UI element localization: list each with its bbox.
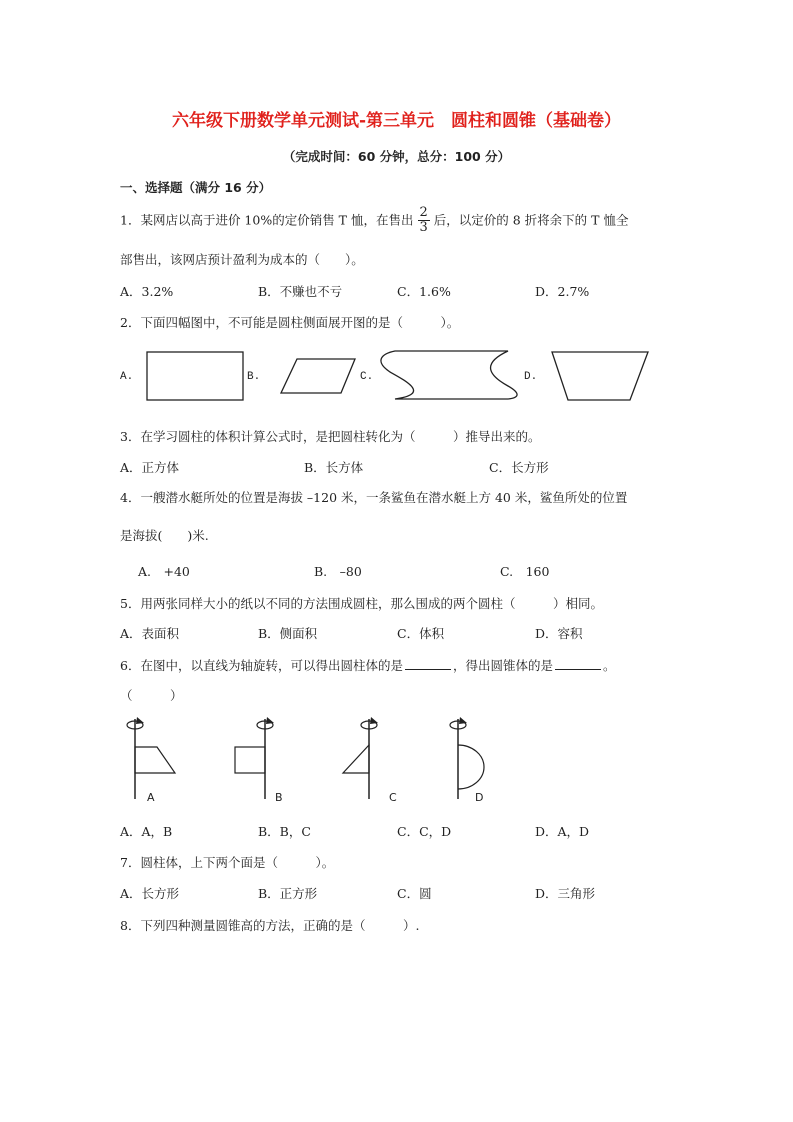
triangle-shape <box>343 745 369 773</box>
page-title: 六年级下册数学单元测试-第三单元 圆柱和圆锥（基础卷） <box>171 111 622 131</box>
answer-blank-1[interactable] <box>405 657 451 670</box>
q6-option-c[interactable]: C．C，D <box>397 824 452 839</box>
question-7: 7．圆柱体，上下两个面是（ ）。 <box>120 855 335 870</box>
trapezoid-shape <box>552 352 648 400</box>
q6-text-part2: ，得出圆锥体的是 <box>452 658 553 673</box>
q3-option-c[interactable]: C．长方形 <box>489 460 549 475</box>
question-3: 3．在学习圆柱的体积计算公式时，是把圆柱转化为（ ）推导出来的。 <box>120 429 541 444</box>
question-6-line-1 <box>120 656 616 674</box>
question-8: 8．下列四种测量圆锥高的方法，正确的是（ ）. <box>120 918 420 933</box>
q2-figures <box>140 346 660 406</box>
question-6-line-2: （ ） <box>120 688 183 703</box>
square-shape <box>235 747 265 773</box>
q4-option-b[interactable]: B. –80 <box>314 564 362 579</box>
question-1-line-2: 部售出，该网店预计盈利为成本的（ ）。 <box>120 252 364 267</box>
answer-blank-2[interactable] <box>555 657 601 670</box>
q1-option-b[interactable]: B．不赚也不亏 <box>258 284 343 299</box>
q1-option-c[interactable]: C．1.6% <box>397 284 451 299</box>
q4-option-c[interactable]: C. 160 <box>500 564 550 579</box>
q2-label-b: B. <box>247 371 261 383</box>
q7-option-c[interactable]: C．圆 <box>397 886 432 901</box>
semicircle-shape <box>458 745 484 789</box>
q1-option-d[interactable]: D．2.7% <box>535 284 590 299</box>
q3-option-b[interactable]: B．长方体 <box>304 460 364 475</box>
wavy-shape <box>381 351 517 399</box>
figure-label-d: D <box>475 791 484 804</box>
trapezoid-shape <box>135 747 175 773</box>
q2-label-d: D. <box>524 371 538 383</box>
question-2: 2．下面四幅图中，不可能是圆柱侧面展开图的是（ ）。 <box>120 315 460 330</box>
q6-text-part1: 6．在图中，以直线为轴旋转，可以得出圆柱体的是 <box>120 658 403 673</box>
figure-label-a: A <box>147 791 155 804</box>
question-4-line-2: 是海拔( )米. <box>120 528 209 543</box>
q4-option-a[interactable]: A. +40 <box>138 564 190 579</box>
figure-label-c: C <box>389 791 397 804</box>
section-heading: 一、选择题（满分 16 分） <box>120 180 272 195</box>
q1-text-part1: 1．某网店以高于进价 10%的定价销售 T 恤，在售出 <box>120 212 414 228</box>
q6-option-a[interactable]: A．A，B <box>120 824 173 839</box>
figure-b <box>235 717 283 804</box>
question-1-line-1 <box>120 206 628 236</box>
figure-d <box>450 717 484 804</box>
q6-text-part3: 。 <box>602 658 616 673</box>
page-subtitle: （完成时间：60 分钟，总分：100 分） <box>282 149 511 164</box>
q1-option-a[interactable]: A．3.2% <box>120 284 174 299</box>
q5-option-b[interactable]: B．侧面积 <box>258 626 318 641</box>
fraction <box>418 206 430 236</box>
rectangle-shape <box>147 352 243 400</box>
q7-option-b[interactable]: B．正方形 <box>258 886 318 901</box>
q6-rotation-figures <box>115 715 505 810</box>
q5-option-d[interactable]: D．容积 <box>535 626 583 641</box>
q7-option-d[interactable]: D．三角形 <box>535 886 596 901</box>
q7-option-a[interactable]: A．长方形 <box>120 886 180 901</box>
fraction-denominator: 3 <box>419 220 428 236</box>
figure-a <box>127 717 175 804</box>
parallelogram-shape <box>281 359 355 393</box>
figure-c <box>343 717 397 804</box>
q3-option-a[interactable]: A．正方体 <box>120 460 180 475</box>
q6-option-b[interactable]: B．B，C <box>258 824 311 839</box>
question-4-line-1: 4．一艘潜水艇所处的位置是海拔 –120 米，一条鲨鱼在潜水艇上方 40 米，鲨鱼所处的位置 <box>120 490 628 505</box>
q1-text-part2: 后，以定价的 8 折将余下的 T 恤全 <box>433 212 629 228</box>
q2-label-c: C. <box>360 371 374 383</box>
q5-option-a[interactable]: A．表面积 <box>120 626 180 641</box>
q6-option-d[interactable]: D．A，D <box>535 824 590 839</box>
fraction-numerator: 2 <box>419 205 428 220</box>
question-5: 5．用两张同样大小的纸以不同的方法围成圆柱，那么围成的两个圆柱（ ）相同。 <box>120 596 603 611</box>
q5-option-c[interactable]: C．体积 <box>397 626 445 641</box>
q2-label-a: A. <box>120 371 134 383</box>
figure-label-b: B <box>275 791 283 804</box>
